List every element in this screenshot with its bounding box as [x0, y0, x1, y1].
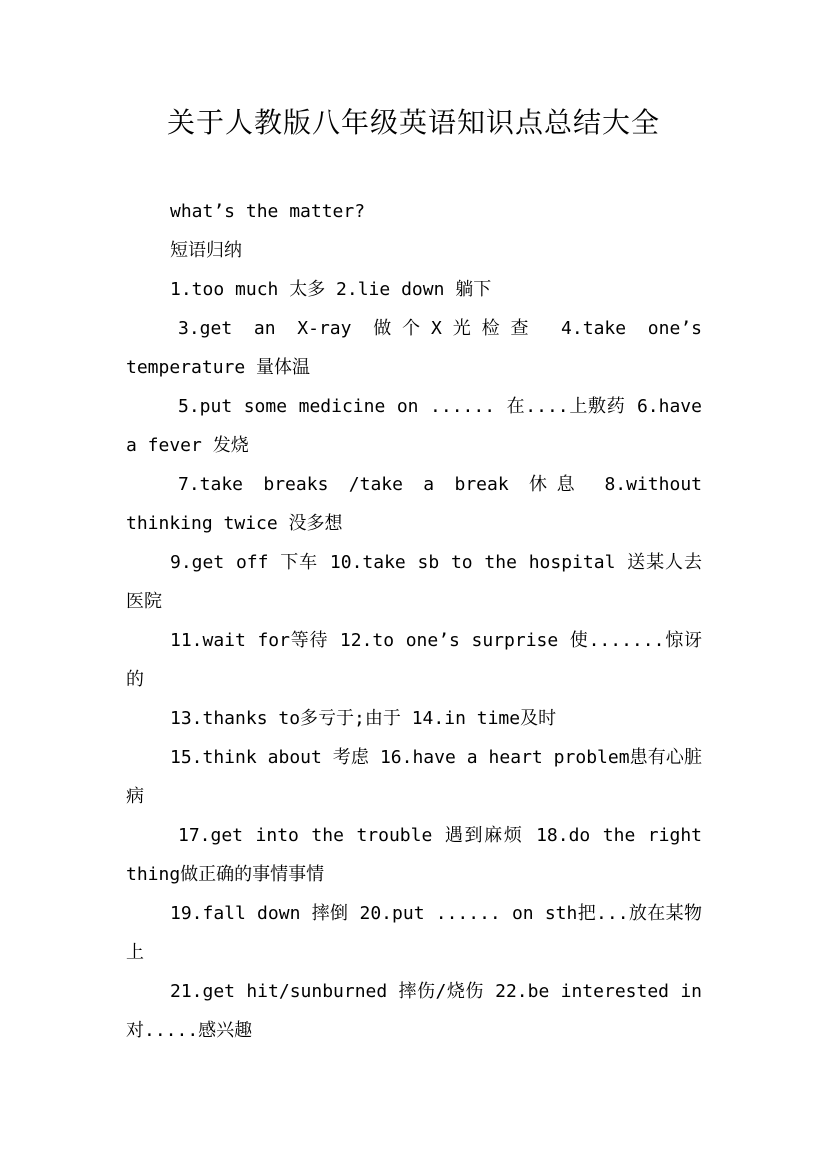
paragraph: 11.wait for等待 12.to one’s surprise 使.......惊讶的 [126, 630, 702, 690]
paragraph: 短语归纳 [170, 240, 242, 261]
document-body [126, 192, 702, 1050]
paragraph: 17.get into the trouble 遇到麻烦 18.do the right thing做正确的事情事情 [126, 825, 702, 885]
paragraph: 15.think about 考虑 16.have a heart problem患有心脏病 [126, 747, 702, 807]
paragraph: 21.get hit/sunburned 摔伤/烧伤 22.be interested in 对.....感兴趣 [126, 981, 702, 1041]
paragraph: 1.too much 太多 2.lie down 躺下 [170, 279, 492, 300]
page-title: 关于人教版八年级英语知识点总结大全 [166, 106, 660, 139]
paragraph: 7.take breaks /take a break 休息 8.without thinking twice 没多想 [126, 474, 702, 534]
paragraph: 5.put some medicine on ...... 在....上敷药 6.have a fever 发烧 [126, 396, 702, 456]
paragraph: what’s the matter? [170, 201, 366, 222]
paragraph: 3.get an X-ray 做个X光检查 4.take one’s temperature 量体温 [126, 318, 702, 378]
paragraph: 9.get off 下车 10.take sb to the hospital 送某人去医院 [126, 552, 702, 612]
paragraph: 19.fall down 摔倒 20.put ...... on sth把...放在某物上 [126, 903, 702, 963]
paragraph: 13.thanks to多亏于;由于 14.in time及时 [170, 708, 557, 729]
